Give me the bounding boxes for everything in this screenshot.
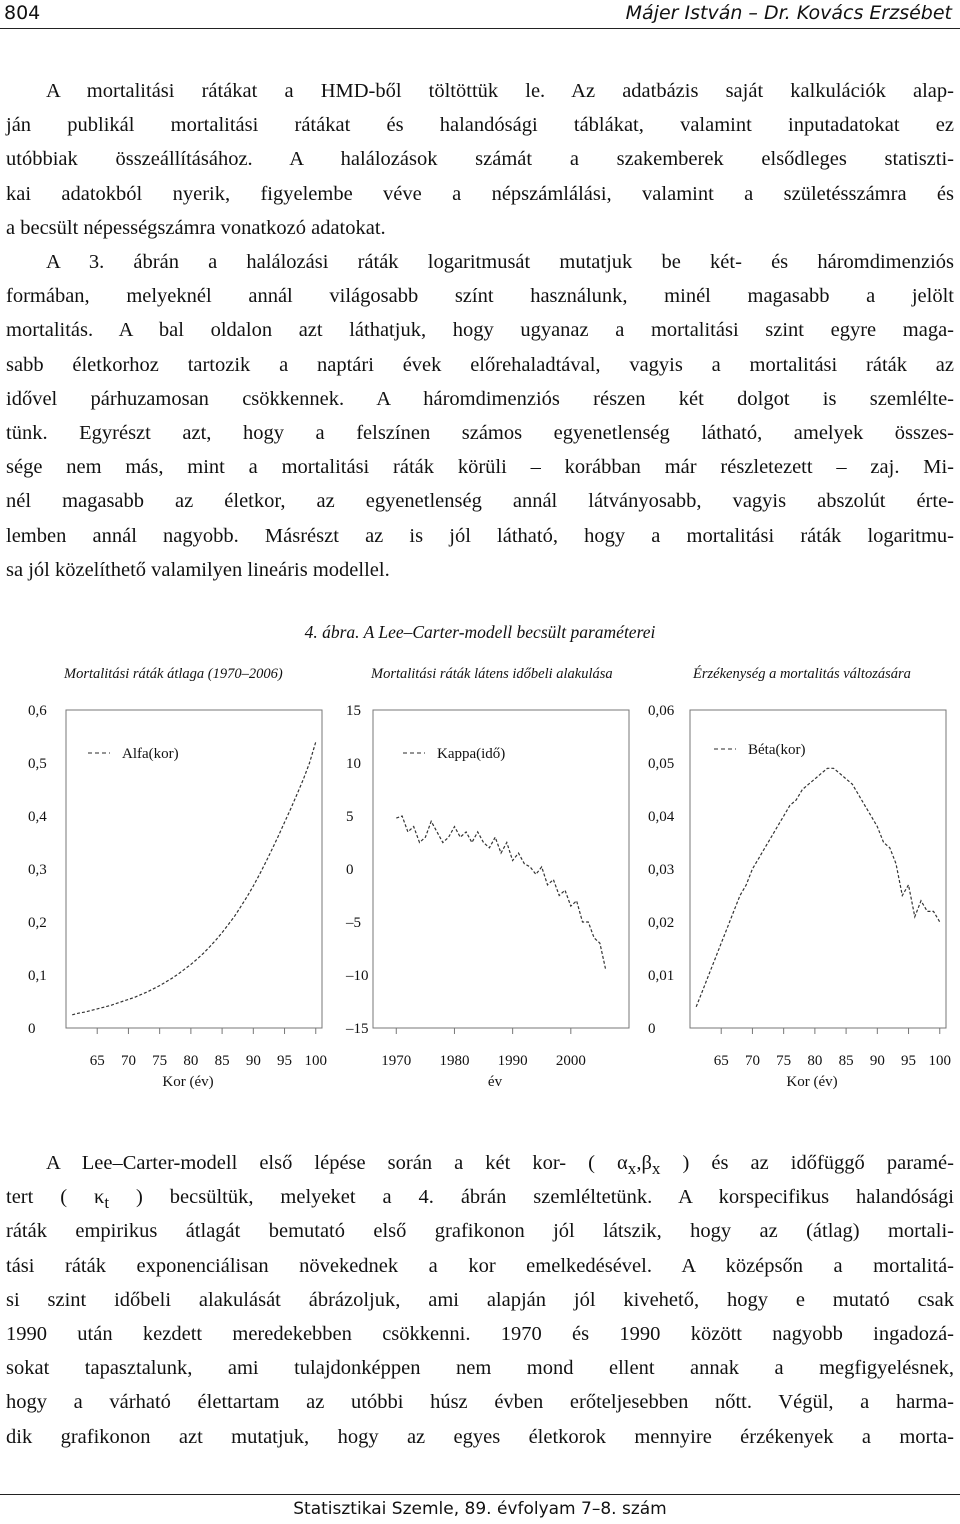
series-line xyxy=(696,768,940,1007)
y-tick-label: 10 xyxy=(346,756,361,772)
panel-title-alpha: Mortalitási ráták átlaga (1970–2006) xyxy=(64,666,283,682)
y-tick-label: 0 xyxy=(28,1021,36,1037)
y-tick-label: 0,4 xyxy=(28,809,47,825)
text-segment: ,β xyxy=(636,1152,652,1174)
series-line xyxy=(72,742,316,1015)
figure-caption: 4. ábra. A Lee–Carter-modell becsült paraméterei xyxy=(304,622,656,642)
text-line: sokat tapasztalunk, ami tulajdonképpen nem mond ellent annak a megfigyelésnek, xyxy=(6,1357,954,1380)
y-tick-label: 0,02 xyxy=(648,915,675,931)
x-tick-label: 65 xyxy=(89,1053,105,1069)
y-tick-label: 0,04 xyxy=(648,809,675,825)
text-line: A mortalitási rátákat a HMD-ből töltöttük le. Az adatbázis saját kalkulációk alap- xyxy=(46,80,954,102)
text-line: lemben annál nagyobb. Másrészt az is jól látható, hogy a mortalitási ráták logaritmu- xyxy=(6,524,954,547)
y-tick-label: 5 xyxy=(346,809,354,825)
panel-title-beta: Érzékenység a mortalitás változására xyxy=(693,666,911,682)
subscript: t xyxy=(104,1193,110,1213)
text-line: A 3. ábrán a halálozási ráták logaritmusát mutatjuk be két- és háromdimenziós xyxy=(46,251,954,273)
series-line xyxy=(396,816,605,970)
text-line: mortalitás. A bal oldalon azt láthatjuk, hogy ugyanaz a mortalitási szint egyre maga- xyxy=(6,319,954,342)
legend-label: Béta(kor) xyxy=(748,742,806,758)
x-tick-label: 2000 xyxy=(555,1053,586,1069)
text-line: utóbbiak összeállításához. A halálozások számát a szakemberek elsődleges statiszti- xyxy=(6,148,954,171)
text-line: sége nem más, mint a mortalitási ráták körüli – korábban már részletezett – zaj. Mi- xyxy=(6,456,954,479)
plot-frame xyxy=(690,710,946,1028)
text-line: kai adatokból nyerik, figyelembe véve a népszámlálási, valamint a születésszámra és xyxy=(6,182,954,205)
x-tick-label: 1970 xyxy=(381,1053,412,1069)
y-tick-label: –10 xyxy=(346,968,369,984)
journal-footer: Statisztikai Szemle, 89. évfolyam 7–8. szám xyxy=(293,1499,667,1519)
page-number: 804 xyxy=(4,2,41,24)
chart-panel-1 xyxy=(345,703,629,1090)
text-line: ráták empirikus átlagát bemutató első grafikonon jól látszik, hogy az (átlag) mortali- xyxy=(6,1220,954,1243)
y-tick-label: 0,03 xyxy=(648,862,675,878)
x-tick-label: 85 xyxy=(838,1053,854,1069)
x-axis-label: év xyxy=(487,1074,503,1090)
y-tick-label: 0 xyxy=(648,1021,656,1037)
y-tick-label: 0,06 xyxy=(648,703,675,719)
y-tick-label: 0,5 xyxy=(28,756,47,772)
text-line: 1990 után kezdett meredekebben csökkenni. 1970 és 1990 között nagyobb ingadozá- xyxy=(6,1322,954,1345)
chart-panel-0 xyxy=(28,703,327,1090)
text-line: nél magasabb az életkor, az egyenetlenség annál látványosabb, vagyis abszolút érte- xyxy=(6,490,954,513)
text-line: sabb életkorhoz tartozik a naptári évek előrehaladtával, vagyis a mortalitási ráták az xyxy=(6,353,954,376)
chart-panel-2 xyxy=(648,703,951,1090)
y-tick-label: –5 xyxy=(346,915,361,931)
x-tick-label: 100 xyxy=(304,1053,328,1069)
running-head-authors: Májer István – Dr. Kovács Erzsébet xyxy=(625,2,952,24)
y-tick-label: 0 xyxy=(346,862,354,878)
y-tick-label: 0,2 xyxy=(28,915,47,931)
legend-label: Alfa(kor) xyxy=(122,746,179,762)
page-header xyxy=(0,0,960,29)
y-tick-label: 0,3 xyxy=(28,862,47,878)
subscript: x xyxy=(627,1159,637,1179)
text-segment: ) becsültük, melyeket a 4. ábrán szemléltetünk. A korspecifikus halandósági xyxy=(109,1186,954,1209)
x-tick-label: 65 xyxy=(713,1053,729,1069)
text-line: ján publikál mortalitási rátákat és halandósági táblákat, valamint inputadatokat ez xyxy=(6,114,954,137)
text-line: tási ráták exponenciálisan növekednek a kor emelkedésével. A középsőn a mortalitá- xyxy=(6,1254,954,1277)
x-axis-label: Kor (év) xyxy=(786,1074,838,1090)
legend-label: Kappa(idő) xyxy=(437,746,506,762)
text-line: hogy a várható élettartam az utóbbi húsz évben erőteljesebben nőtt. Végül, a harma- xyxy=(6,1391,954,1414)
x-tick-label: 1990 xyxy=(497,1053,528,1069)
y-tick-label: –15 xyxy=(346,1021,369,1037)
figure-lee-carter-parameters xyxy=(0,690,960,1110)
text-line: a becsült népességszámra vonatkozó adatokat. xyxy=(6,216,386,239)
text-line: idővel párhuzamosan csökkennek. A háromdimenziós részen két dolgot is szemlélte- xyxy=(6,387,954,410)
x-tick-label: 95 xyxy=(901,1053,917,1069)
x-axis-label: Kor (év) xyxy=(162,1074,214,1090)
text-line: dik grafikonon azt mutatjuk, hogy az egyes életkorok mennyire érzékenyek a morta- xyxy=(6,1425,954,1448)
text-line xyxy=(6,1146,954,1180)
text-line: tünk. Egyrészt azt, hogy a felszínen számos egyenetlenség látható, amelyek összes- xyxy=(6,421,954,444)
text-segment: A Lee–Carter-modell első lépése során a két kor- ( α xyxy=(46,1152,628,1174)
paragraph-1 xyxy=(6,74,954,245)
x-tick-label: 75 xyxy=(152,1053,168,1069)
text-segment: ) és az időfüggő paramé- xyxy=(660,1152,954,1174)
paragraph-3 xyxy=(6,1146,954,1454)
x-tick-label: 85 xyxy=(214,1053,230,1069)
x-tick-label: 95 xyxy=(277,1053,293,1069)
y-tick-label: 0,6 xyxy=(28,703,47,719)
y-tick-label: 0,05 xyxy=(648,756,675,772)
text-line: si szint időbeli alakulását ábrázoljuk, ami alapján jól kivehető, hogy e mutató csak xyxy=(6,1288,954,1311)
x-tick-label: 1980 xyxy=(439,1053,470,1069)
panel-title-kappa: Mortalitási ráták látens időbeli alakulása xyxy=(371,666,613,682)
x-tick-label: 75 xyxy=(776,1053,792,1069)
page-footer xyxy=(0,1494,960,1524)
text-line xyxy=(6,1180,954,1214)
x-tick-label: 80 xyxy=(183,1053,199,1069)
y-tick-label: 0,1 xyxy=(28,968,47,984)
subscript: x xyxy=(651,1159,661,1179)
paragraph-2 xyxy=(6,245,954,587)
x-tick-label: 100 xyxy=(928,1053,952,1069)
x-tick-label: 90 xyxy=(869,1053,885,1069)
text-segment: tert ( κ xyxy=(6,1186,105,1209)
x-tick-label: 70 xyxy=(120,1053,136,1069)
y-tick-label: 0,01 xyxy=(648,968,675,984)
text-line: formában, melyeknél annál világosabb színt használunk, minél magasabb a jelölt xyxy=(6,285,954,308)
y-tick-label: 15 xyxy=(346,703,361,719)
text-line: sa jól közelíthető valamilyen lineáris modellel. xyxy=(6,558,390,581)
x-tick-label: 80 xyxy=(807,1053,823,1069)
x-tick-label: 70 xyxy=(744,1053,760,1069)
plot-frame xyxy=(66,710,322,1028)
x-tick-label: 90 xyxy=(245,1053,261,1069)
